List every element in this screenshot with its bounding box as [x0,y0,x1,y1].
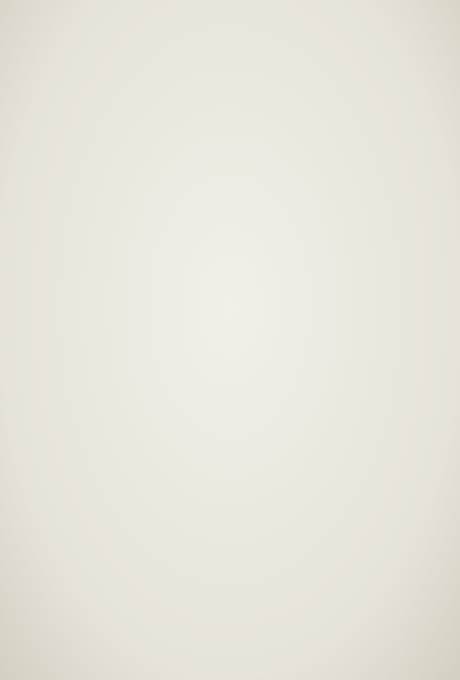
section-divider [30,333,430,334]
